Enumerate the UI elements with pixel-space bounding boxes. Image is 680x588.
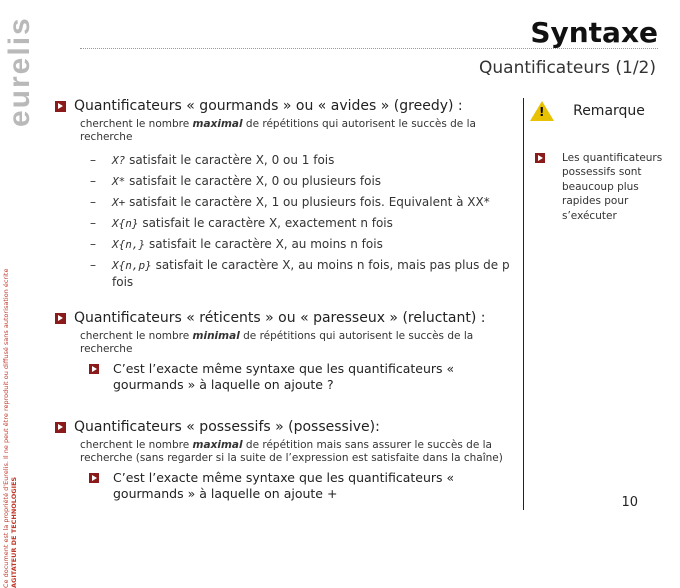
page-number: 10 bbox=[621, 495, 638, 510]
section-heading: Quantificateurs « gourmands » ou « avides » (greedy) : bbox=[74, 98, 463, 114]
section-description: cherchent le nombre minimal de répétitions qui autorisent le succès de la recherche bbox=[80, 330, 474, 355]
brand-logo: eurelis bbox=[3, 16, 36, 127]
list-item: – X* satisfait le caractère X, 0 ou plusieurs fois bbox=[90, 171, 525, 192]
section-heading: Quantificateurs « réticents » ou « paresseux » (reluctant) : bbox=[74, 310, 486, 326]
list-item: – X+ satisfait le caractère X, 1 ou plusieurs fois. Equivalent à XX* bbox=[90, 192, 525, 213]
remark-panel bbox=[530, 100, 670, 223]
list-item: – X{n} satisfait le caractère X, exactement n fois bbox=[90, 213, 525, 234]
section-reluctant bbox=[55, 310, 525, 393]
side-tag: AGITATEUR DE TECHNOLOGIES bbox=[10, 476, 18, 588]
section-note: C’est l’exacte même syntaxe que les quantificateurs « gourmands » à laquelle on ajoute + bbox=[89, 470, 525, 502]
section-description: cherchent le nombre maximal de répétition mais sans assurer le succès de la recherche (sans regarder si la suite de l’expression est satisfaite dans la chaîne) bbox=[80, 439, 503, 464]
quantifier-list bbox=[90, 150, 525, 290]
warning-triangle-icon: ! bbox=[530, 101, 554, 121]
arrow-bullet-icon bbox=[89, 473, 99, 483]
arrow-bullet-icon bbox=[55, 422, 66, 433]
section-heading: Quantificateurs « possessifs » (possessive): bbox=[74, 419, 380, 435]
arrow-bullet-icon bbox=[535, 153, 545, 163]
section-greedy bbox=[55, 98, 525, 290]
column-divider bbox=[523, 98, 524, 510]
title-divider bbox=[80, 48, 658, 49]
section-note: C’est l’exacte même syntaxe que les quantificateurs « gourmands » à laquelle on ajoute ? bbox=[89, 361, 525, 393]
list-item: – X? satisfait le caractère X, 0 ou 1 fois bbox=[90, 150, 525, 171]
page-title: Syntaxe bbox=[530, 16, 658, 49]
remark-label: Remarque bbox=[573, 102, 645, 119]
section-possessive bbox=[55, 419, 525, 502]
section-description: cherchent le nombre maximal de répétitions qui autorisent le succès de la recherche bbox=[80, 118, 476, 143]
left-brand-bar bbox=[0, 0, 36, 588]
arrow-bullet-icon bbox=[55, 313, 66, 324]
page-subtitle: Quantificateurs (1/2) bbox=[479, 58, 656, 78]
side-note: Ce document est la propriété d'Eurelis. Il ne peut être reproduit ou diffusé sans autorisation écrite bbox=[2, 268, 10, 588]
side-copyright bbox=[2, 208, 18, 588]
arrow-bullet-icon bbox=[55, 101, 66, 112]
list-item: – X{n,p} satisfait le caractère X, au moins n fois, mais pas plus de p fois bbox=[90, 257, 525, 290]
list-item: – X{n,} satisfait le caractère X, au moins n fois bbox=[90, 234, 525, 255]
main-content bbox=[55, 98, 525, 502]
arrow-bullet-icon bbox=[89, 364, 99, 374]
remark-text: Les quantificateurs possessifs sont beaucoup plus rapides pour s’exécuter bbox=[562, 151, 663, 222]
